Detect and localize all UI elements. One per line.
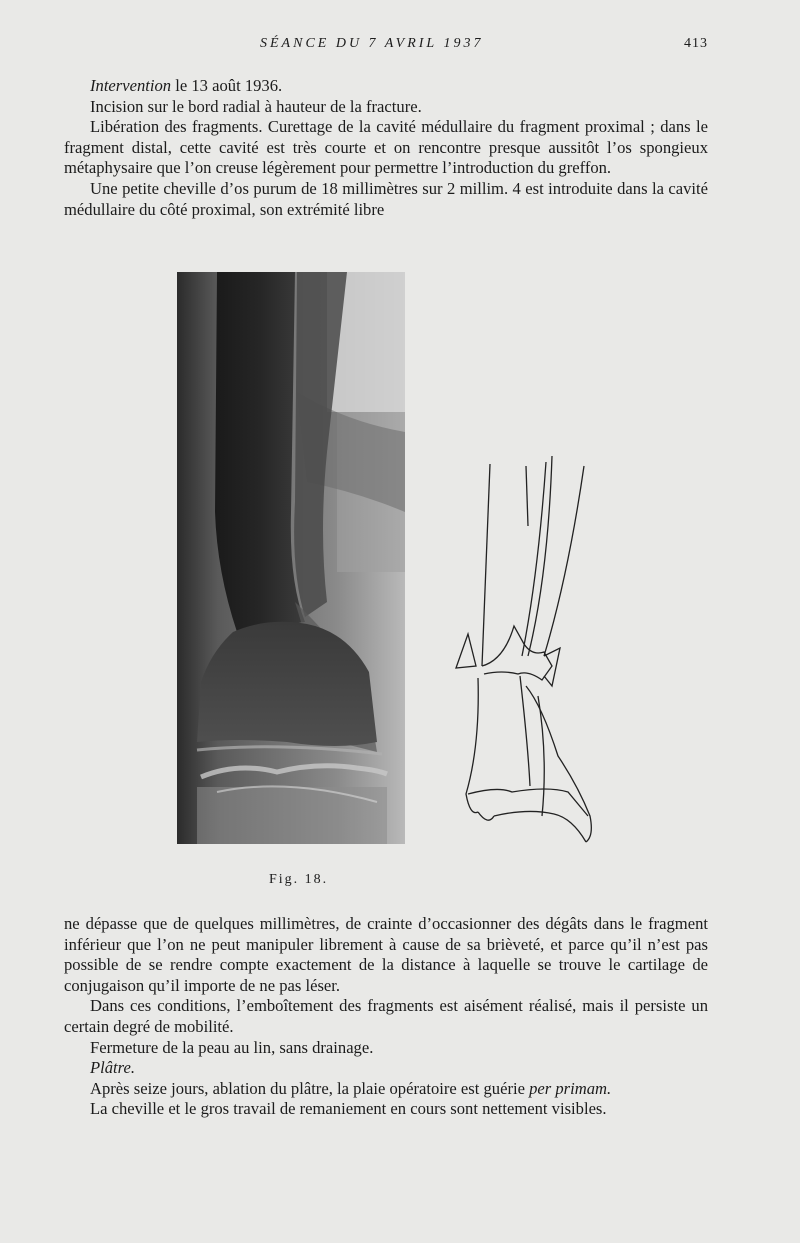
paragraph-continuation: ne dépasse que de quelques millimètres, de crainte d’occasionner des dégâts dans le fragment inférieur que l’on ne peut manipuler librement à cause de sa brièveté, et parce qu’il n’est pas possible de se rendre compte exactement de la distance à laquelle se trouve le cartilage de conjugaison qu’il importe de ne pas léser. [64,914,708,995]
paragraph-ablation [64,1079,708,1100]
paragraph-remaniement: La cheville et le gros travail de remaniement en cours sont nettement visibles. [90,1099,607,1119]
bottom-text-block [64,914,708,1120]
running-head [0,36,800,58]
fracture-line-drawing [448,456,608,848]
intervention-date: le 13 août 1936. [171,76,283,95]
paragraph-platre: Plâtre. [90,1058,136,1078]
top-text-block [64,76,708,220]
paragraph-liberation: Libération des fragments. Curettage de la cavité médullaire du fragment proximal ; dans le fragment distal, cette cavité est très courte et on rencontre presque aussitôt l’os spongieux métaphysaire que l’on creuse légèrement pour permettre l’introduction du greffon. [64,117,708,178]
intervention-label: Intervention [90,76,172,95]
page-number: 413 [684,36,708,51]
xray-photograph [177,272,405,844]
ablation-text: Après seize jours, ablation du plâtre, la plaie opératoire est guérie [90,1078,530,1098]
per-primam: per primam. [529,1078,612,1098]
paragraph-intervention [64,76,708,97]
figure-caption: Fig. 18. [269,872,329,887]
running-title: SÉANCE DU 7 AVRIL 1937 [260,36,484,51]
paragraph-conditions: Dans ces conditions, l’emboîtement des fragments est aisément réalisé, mais il persiste un certain degré de mobilité. [64,996,708,1036]
paragraph-fermeture: Fermeture de la peau au lin, sans drainage. [90,1037,374,1057]
paragraph-incision: Incision sur le bord radial à hauteur de la fracture. [90,96,422,116]
paragraph-cheville: Une petite cheville d’os purum de 18 millimètres sur 2 millim. 4 est introduite dans la cavité médullaire du côté proximal, son extrémité libre [64,178,708,219]
